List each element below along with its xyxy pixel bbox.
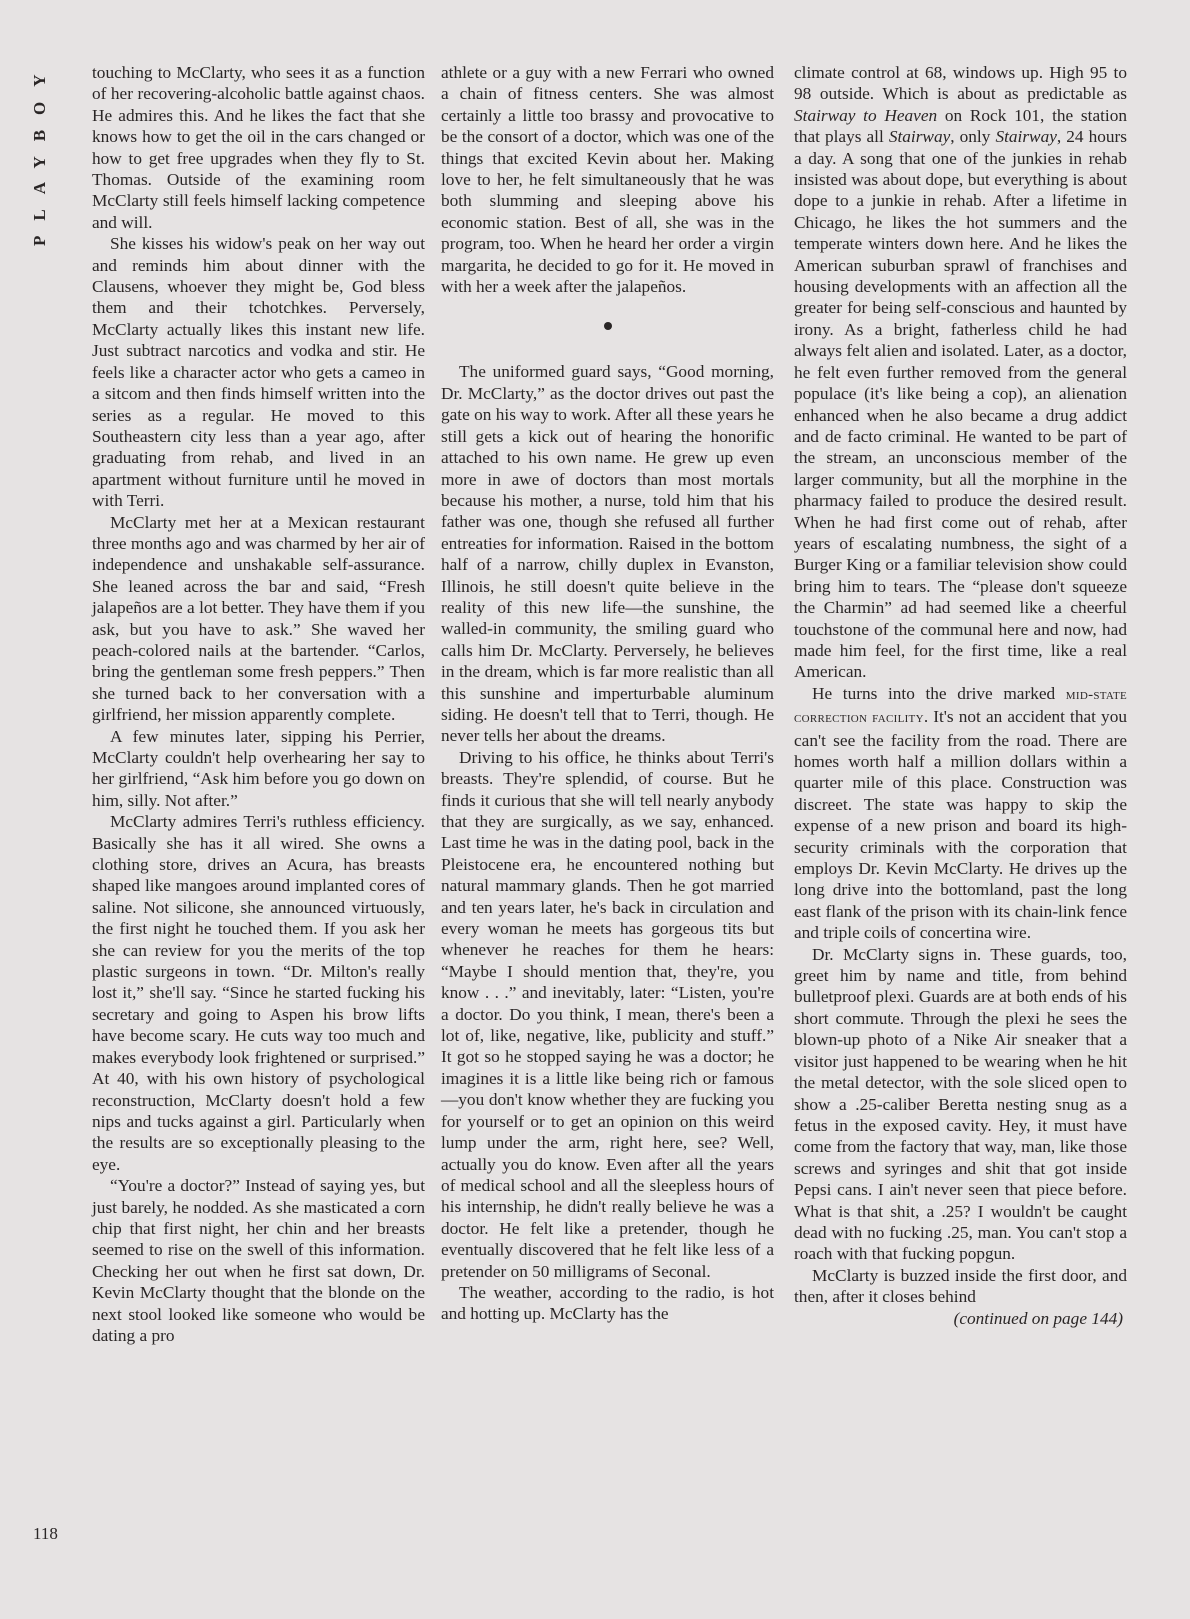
- paragraph: The uniformed guard says, “Good morning, Dr. McClarty,” as the doctor drives out past the gate on his way to work. After all these years he still gets a kick out of hearing the honorific attached to his own name. He grew up even more in awe of doctors than most mortals because his mother, a nurse, told him that his father was one, though she refused all further entreaties for information. Raised in the bottom half of a narrow, chilly duplex in Evanston, Illinois, he still doesn't quite believe in the reality of this new life—the sunshine, the walled-in community, the smiling guard who calls him Dr. McClarty. Perversely, he believes in the dream, which is far more realistic than all this sunshine and imperturbable aluminum siding. He doesn't tell that to Terri, though. He never tells her about the dreams.: [441, 362, 774, 746]
- page-number: 118: [33, 1524, 58, 1543]
- paragraph: Driving to his office, he thinks about Terri's breasts. They're splendid, of course. But he finds it curious that she will tell nearly anybody that they are surgically, as we say, enhanced. Last time he was in the dating pool, back in the Pleistocene era, he encountered nothing but natural mammary glands. Then he got married and ten years later, he's back in circulation and every woman he meets has gorgeous tits but whenever he reaches for them he hears: “Maybe I should mention that, they're, you know . . .” and inevitably, later: “Listen, you're a doctor. Do you think, I mean, there's been a lot of, like, negative, like, publicity and stuff.” It got so he stopped saying he was a doctor; he imagines it is a little like being rich or famous—you don't know whether they are fucking you for yourself or to get an opinion on this weird lump under the arm, right here, see? Well, actually you do know. Even after all the years of medical school and all the sleepless hours of his internship, he didn't really believe he was a doctor. He felt like a pretender, though he eventually discovered that he felt like less of a pretender on 50 milligrams of Seconal.: [441, 747, 774, 1281]
- column-3: [794, 62, 1127, 1329]
- magazine-name-vertical: [28, 56, 52, 246]
- paragraph: McClarty admires Terri's ruthless efficiency. Basically she has it all wired. She owns a clothing store, drives an Acura, has breasts shaped like mangoes around implanted cores of saline. Not silicone, she announced virtuously, the first night he touched them. If you ask her she can review for you the merits of the top plastic surgeons in town. “Dr. Milton's really lost it,” she'll say. “Since he started fucking his secretary and going to Aspen his brow lifts have become scary. He cuts way too much and makes everybody look frightened or surprised.” At 40, with his own history of psychological reconstruction, McClarty doesn't hold a few nips and tucks against a girl. Particularly when the results are so exceptionally pleasing to the eye.: [92, 812, 425, 1174]
- paragraph: McClarty met her at a Mexican restaurant three months ago and was charmed by her air of independence and unshakable self-assurance. She leaned across the bar and said, “Fresh jalapeños are a lot better. They have them if you ask, but you have to ask.” She waved her peach-colored nails at the bartender. “Carlos, bring the gentleman some fresh peppers.” Then she turned back to her conversation with a girlfriend, her mission apparently complete.: [92, 512, 425, 725]
- paragraph: A few minutes later, sipping his Perrier, McClarty couldn't help overhearing her say to her girlfriend, “Ask him before you go down on him, silly. Not after.”: [92, 726, 425, 810]
- section-break-bullet: [441, 301, 774, 351]
- continued-note: (continued on page 144): [953, 1308, 1123, 1328]
- magazine-name-text: PLAYBOY: [30, 59, 49, 246]
- column-1: [92, 62, 425, 1346]
- paragraph: The weather, according to the radio, is hot and hotting up. McClarty has the: [441, 1282, 774, 1324]
- paragraph: “You're a doctor?” Instead of saying yes, but just barely, he nodded. As she masticated a corn chip that first night, her chin and her breasts seemed to rise on the swell of this information. Checking her out when he first sat down, Dr. Kevin McClarty thought that the blonde on the next stool looked like someone who would be dating a pro: [92, 1176, 425, 1345]
- paragraph: McClarty is buzzed inside the first door, and then, after it closes behind: [794, 1265, 1127, 1307]
- paragraph: She kisses his widow's peak on her way out and reminds him about dinner with the Clausens, whoever they might be, God bless them and their tchotchkes. Perversely, McClarty actually likes this instant new life. Just subtract narcotics and vodka and stir. He feels like a character actor who gets a cameo in a sitcom and then finds himself written into the series as a regular. He moved to this Southeastern city less than a year ago, after graduating from rehab, and lived in an apartment without furniture until he moved in with Terri.: [92, 234, 425, 511]
- paragraph: athlete or a guy with a new Ferrari who owned a chain of fitness centers. She was almost certainly a little too brassy and provocative to be the consort of a doctor, which was one of the things that excited Kevin about her. Making love to her, he felt simultaneously that he was both slumming and sleeping above his economic station. Best of all, she was in the program, too. When he heard her order a virgin margarita, he decided to go for it. He moved in with her a week after the jalapeños.: [441, 63, 774, 297]
- paragraph: touching to McClarty, who sees it as a function of her recovering-alcoholic battle against chaos. He admires this. And he likes the fact that she knows how to get the oil in the cars changed or how to get free upgrades when they fly to St. Thomas. Outside of the examining room McClarty still feels himself lacking competence and will.: [92, 63, 425, 232]
- paragraph: climate control at 68, windows up. High 95 to 98 outside. Which is about as predictable as Stairway to Heaven on Rock 101, the station that plays all Stairway, only Stairway, 24 hours a day. A song that one of the junkies in rehab insisted was about dope, but everything is about dope to a junkie in rehab. After a lifetime in Chicago, he likes the hot summers and the temperate winters down here. And he likes the American suburban sprawl of franchises and housing developments with an affection all the greater for being self-conscious and haunted by irony. As a bright, fatherless child he had always felt alien and isolated. Later, as a doctor, he felt even further removed from the general populace (it's like being a cop), an alienation enhanced when he also became a drug addict and de facto criminal. He wanted to be part of the stream, an unconscious member of the larger community, but all the morphine in the pharmacy failed to produce the desired result. When he had first come out of rehab, after years of escalating numbness, the sight of a Burger King or a familiar television show could bring him to tears. The “please don't squeeze the Charmin” ad had seemed like a cheerful touchstone of the communal here and now, had made him feel, for the first time, like a real American.: [794, 63, 1128, 682]
- paragraph: Dr. McClarty signs in. These guards, too, greet him by name and title, from behind bulletproof plexi. Guards are at both ends of his short commute. Through the plexi he sees the blown-up photo of a Nike Air sneaker that a visitor just happened to be wearing when he hit the metal detector, with the sole sliced open to show a .25-caliber Beretta nesting snug as a fetus in the exposed cavity. Hey, it must have come from the factory that way, man, like those screws and syringes and shit that got inside Pepsi cans. I ain't never seen that piece before. What is that shit, a .25? I wouldn't be caught dead with no fucking .25, man. You can't stop a roach with that fucking popgun.: [794, 944, 1127, 1264]
- paragraph: He turns into the drive marked mid-state correction facility. It's not an accident that you can't see the facility from the road. There are homes worth half a million dollars within a quarter mile of this place. Construction was discreet. The state was happy to skip the expense of a new prison and board its high-security criminals with the corporation that employs Dr. Kevin McClarty. He drives up the long drive into the bottomland, past the long east flank of the prison with its chain-link fence and triple coils of concertina wire.: [794, 683, 1127, 943]
- column-2: [441, 62, 774, 1325]
